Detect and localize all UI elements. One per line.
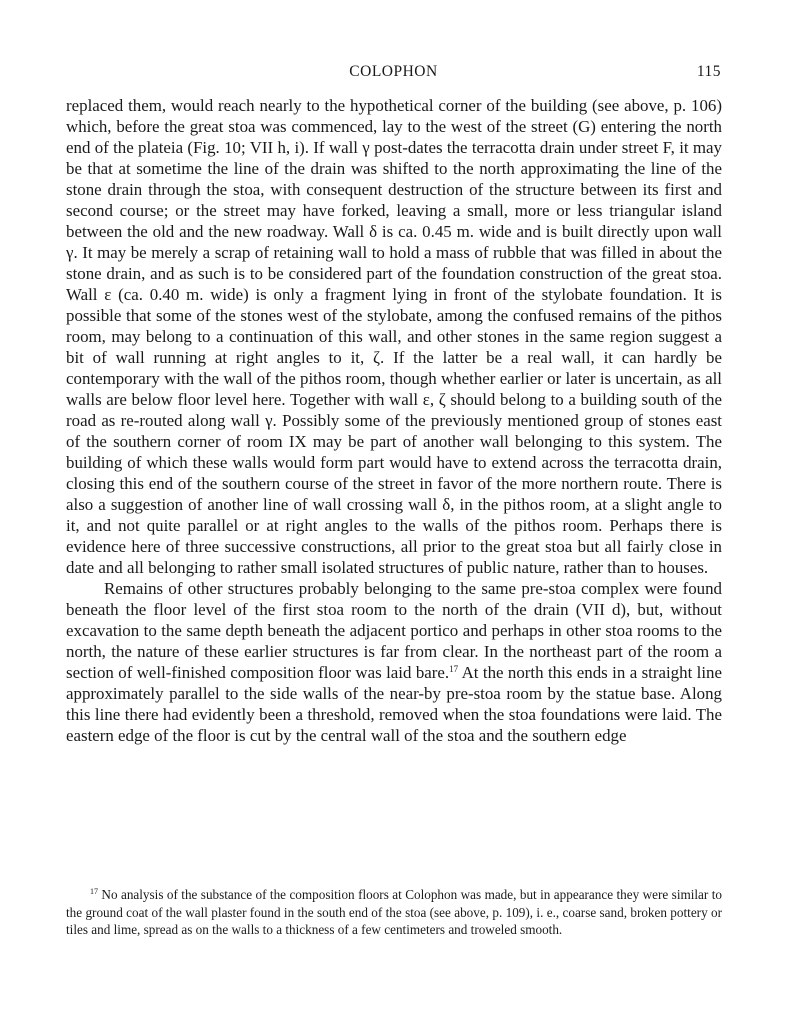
paragraph-2-part-1: Remains of other structures probably belonging to the same pre-stoa complex were found beneath the floor level of the first stoa room to the north of the drain (VII d), but, without excavation to the same depth beneath the adjacent portico and perhaps in other stoa rooms to the north, the nature of these earlier structures is far from clear. In the northeast part of the room a section of well-finished composition floor was laid bare. [66,578,722,682]
footnote-text: No analysis of the substance of the composition floors at Colophon was made, but in appearance they were similar to the ground coat of the wall plaster found in the south end of the stoa (see above, p. 109), i. e., coarse sand, broken pottery or tiles and lime, spread as on the walls to a thickness of a few centimeters and troweled smooth. [66,887,722,938]
footnote [66,886,722,939]
paragraph-1: replaced them, would reach nearly to the hypothetical corner of the building (see above, p. 106) which, before the great stoa was commenced, lay to the west of the street (G) entering the north end of the plateia (Fig. 10; VII h, i). If wall γ post-dates the terracotta drain under street F, it may be that at sometime the line of the drain was shifted to the north approximating the line of the stone drain through the stoa, with consequent destruction of the structure between its first and second course; or the street may have forked, leaving a small, more or less triangular island between the old and the new roadway. Wall δ is ca. 0.45 m. wide and is built directly upon wall γ. It may be merely a scrap of retaining wall to hold a mass of rubble that was filled in about the stone drain, and as such is to be considered part of the foundation construction of the great stoa. Wall ε (ca. 0.40 m. wide) is only a fragment lying in front of the stylobate foundation. It is possible that some of the stones west of the stylobate, among the confused remains of the pithos room, may belong to a continuation of this wall, and other stones in the same region suggest a bit of wall running at right angles to it, ζ. If the latter be a real wall, it can hardly be contemporary with the wall of the pithos room, though whether earlier or later is uncertain, as all walls are below floor level here. Together with wall ε, ζ should belong to a building south of the road as re-routed along wall γ. Possibly some of the previously mentioned group of stones east of the southern corner of room IX may be part of another wall belonging to this system. The building of which these walls would form part would have to extend across the terracotta drain, closing this end of the southern course of the street in favor of the more northern route. There is also a suggestion of another line of wall crossing wall δ, in the pithos room, at a slight angle to it, and not quite parallel or at right angles to the walls of the pithos room. Perhaps there is evidence here of three successive constructions, all prior to the great stoa but all fairly close in date and all belonging to rather small isolated structures of public nature, rather than to houses. [66,96,722,577]
page-number: 115 [696,63,721,80]
paragraph-2-part-2: At the north this ends in a straight line approximately parallel to the side walls of the near-by pre-stoa room by the statue base. Along this line there had evidently been a threshold, removed when the stoa foundations were laid. The eastern edge of the floor is cut by the central wall of the stoa and the southern edge [66,662,722,745]
running-head [66,63,721,85]
footnote-number: 17 [90,887,98,896]
running-title: COLOPHON [349,63,438,80]
body-text [66,96,722,747]
paragraph-2 [66,579,722,747]
footnote-reference: 17 [449,663,459,674]
